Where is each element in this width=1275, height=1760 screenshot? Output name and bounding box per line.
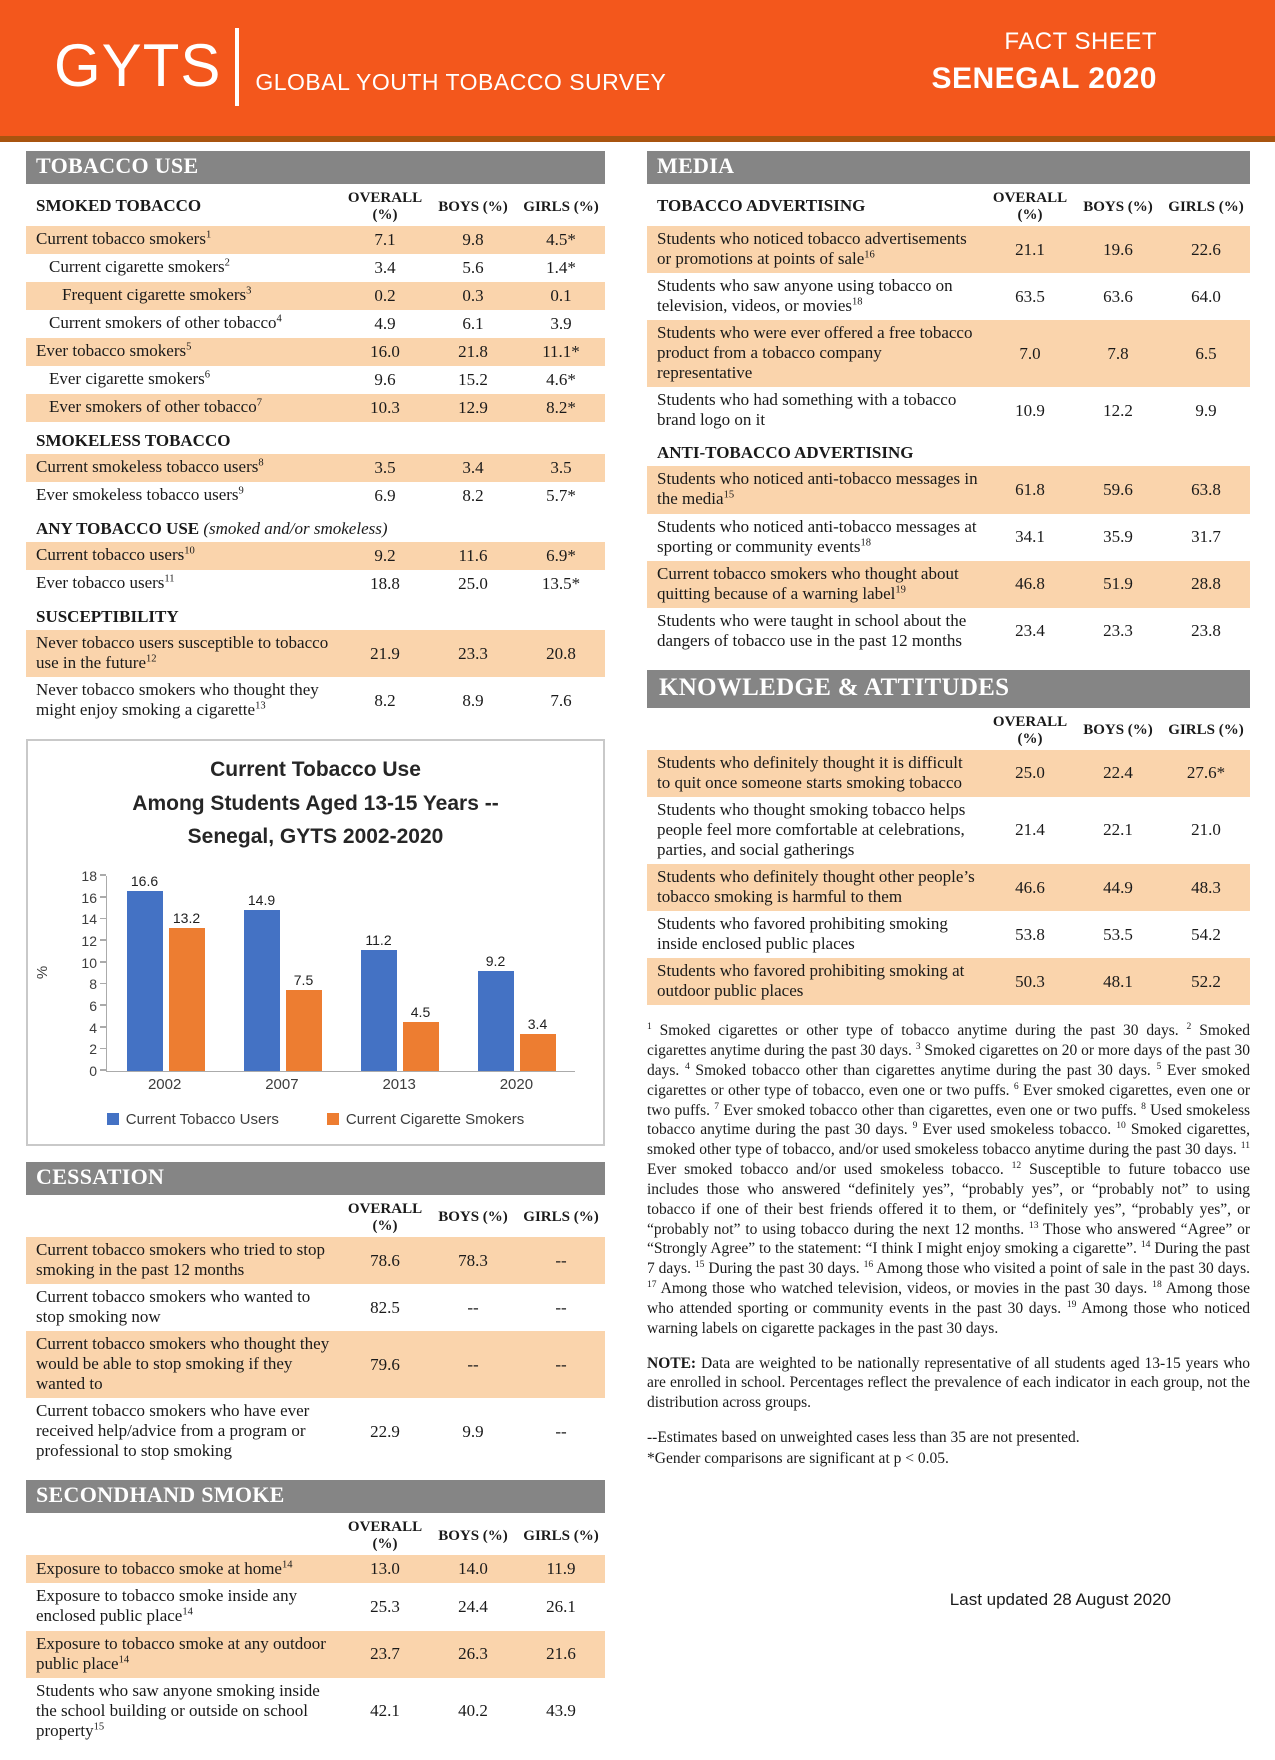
y-tick-mark xyxy=(100,1048,106,1050)
value-cell: 5.6 xyxy=(462,258,484,277)
chart-bar xyxy=(520,1034,556,1071)
value-cell: 63.6 xyxy=(1103,286,1133,306)
value-cell: 8.2 xyxy=(374,690,396,710)
value-cell: 63.8 xyxy=(1191,479,1221,499)
bar-value-label: 4.5 xyxy=(410,1004,431,1021)
y-tick-label: 4 xyxy=(89,1019,97,1036)
last-updated: Last updated 28 August 2020 xyxy=(949,1590,1171,1609)
table-row xyxy=(647,387,1250,434)
value-cell: 53.5 xyxy=(1103,924,1133,944)
section-title: KNOWLEDGE & ATTITUDES xyxy=(647,670,1250,708)
value-cell: 15.2 xyxy=(458,370,488,389)
bar-value-label: 13.2 xyxy=(172,909,201,926)
row-label: Ever smokers of other tobacco$^7$ xyxy=(49,397,262,417)
table-row xyxy=(26,1555,605,1583)
value-cell: 9.9 xyxy=(462,1421,484,1441)
y-tick-label: 6 xyxy=(89,997,97,1014)
row-label: Exposure to tobacco smoke at any outdoor public place$^{14}$ xyxy=(36,1633,326,1673)
bar-value-label: 16.6 xyxy=(130,873,159,890)
value-cell: 23.7 xyxy=(370,1644,400,1664)
column-header: GIRLS (%) xyxy=(523,1527,599,1544)
row-label: Students who noticed tobacco advertisements or promotions at points of sale$^{16}$ xyxy=(657,229,967,269)
value-cell: 21.6 xyxy=(546,1644,576,1664)
y-tick-mark xyxy=(100,1004,106,1006)
section-title: TOBACCO USE xyxy=(26,151,605,184)
row-label: Exposure to tobacco smoke at home$^{14}$ xyxy=(36,1558,293,1578)
table-column-header-row xyxy=(647,708,1250,750)
x-axis-tick-label: 2013 xyxy=(382,1075,416,1093)
value-cell: 13.5* xyxy=(541,574,581,593)
section-knowledge-attitudes xyxy=(647,670,1250,1006)
value-cell: 27.6* xyxy=(1186,763,1226,783)
value-cell: 9.6 xyxy=(374,370,396,389)
table-row xyxy=(26,1583,605,1630)
table-row xyxy=(26,1331,605,1398)
row-label: Ever tobacco smokers$^5$ xyxy=(36,341,192,361)
x-axis-tick-label: 2020 xyxy=(499,1075,534,1093)
value-cell: 12.9 xyxy=(458,398,488,417)
content xyxy=(26,151,1250,1760)
bar-current-cigarette-smokers xyxy=(520,1016,556,1071)
value-cell: 43.9 xyxy=(546,1701,576,1721)
table-row xyxy=(647,514,1250,561)
bar-value-label: 11.2 xyxy=(365,931,392,948)
table-subheader xyxy=(647,729,986,732)
y-axis-label: % xyxy=(34,965,52,980)
value-cell: 24.4 xyxy=(458,1596,488,1616)
table-row xyxy=(647,466,1250,513)
value-cell: 4.9 xyxy=(374,314,396,333)
chart-bar xyxy=(403,1022,439,1071)
table-row xyxy=(26,1284,605,1331)
table-row xyxy=(26,394,605,422)
value-cell: -- xyxy=(555,1421,567,1441)
x-axis-tick-label: 2002 xyxy=(147,1075,182,1093)
estimates-note: --Estimates based on unweighted cases less than 35 are not presented. xyxy=(647,1429,1080,1447)
right-column xyxy=(647,151,1250,1760)
y-tick-label: 18 xyxy=(81,867,97,884)
row-label: Never tobacco smokers who thought they might enjoy smoking a cigarette$^{13}$ xyxy=(36,680,319,720)
chart-legend xyxy=(28,1111,603,1128)
value-cell: 25.3 xyxy=(370,1596,400,1616)
row-label: Students who were ever offered a free tobacco product from a tobacco company representative xyxy=(657,323,973,383)
row-label: Students who definitely thought it is difficult to quit once someone starts smoking tobacco xyxy=(657,752,963,792)
value-cell: 22.4 xyxy=(1103,763,1133,783)
chart-title-line: Senegal, GYTS 2002-2020 xyxy=(187,825,444,849)
gyts-logo-text: GYTS xyxy=(54,32,222,99)
value-cell: -- xyxy=(555,1250,567,1270)
value-cell: -- xyxy=(467,1297,479,1317)
value-cell: 6.1 xyxy=(462,314,484,333)
page-title: SENEGAL 2020 xyxy=(931,62,1157,95)
value-cell: 11.1* xyxy=(542,342,580,361)
value-cell: 61.8 xyxy=(1015,479,1045,499)
value-cell: 44.9 xyxy=(1103,877,1133,897)
y-tick-label: 10 xyxy=(81,954,97,971)
row-label: Students who favored prohibiting smoking at outdoor public places xyxy=(657,961,965,1001)
chart-bar xyxy=(169,928,205,1071)
legend-item: Current Cigarette Smokers xyxy=(327,1111,524,1128)
column-header: GIRLS (%) xyxy=(1168,722,1244,739)
table-row xyxy=(647,273,1250,320)
table-row xyxy=(647,864,1250,911)
gyts-logo xyxy=(54,26,666,106)
chart-bar xyxy=(361,950,397,1071)
value-cell: 3.5 xyxy=(374,458,396,477)
value-cell: 82.5 xyxy=(370,1297,400,1317)
table-row xyxy=(26,454,605,482)
value-cell: 7.1 xyxy=(374,230,396,249)
value-cell: 52.2 xyxy=(1191,971,1221,991)
y-tick-label: 2 xyxy=(89,1041,97,1058)
value-cell: 3.5 xyxy=(550,458,572,477)
section-secondhand-smoke xyxy=(26,1480,605,1744)
value-cell: 18.8 xyxy=(370,574,400,593)
section-media xyxy=(647,151,1250,655)
row-label: Students who were taught in school about the dangers of tobacco use in the past 12 months xyxy=(657,610,967,650)
value-cell: -- xyxy=(467,1354,479,1374)
x-axis-tick-label: 2007 xyxy=(265,1075,299,1093)
value-cell: 0.1 xyxy=(550,286,572,305)
table-row xyxy=(647,226,1250,273)
bar-group xyxy=(458,876,575,1071)
table-column-header-row xyxy=(26,1513,605,1555)
value-cell: 8.9 xyxy=(462,690,484,710)
value-cell: 23.4 xyxy=(1015,621,1045,641)
value-cell: 4.6* xyxy=(546,370,576,389)
value-cell: 10.3 xyxy=(370,398,400,417)
table-row xyxy=(647,561,1250,608)
value-cell: 3.9 xyxy=(550,314,572,333)
value-cell: 7.6 xyxy=(550,690,572,710)
value-cell: 78.3 xyxy=(458,1250,488,1270)
table-row xyxy=(647,958,1250,1005)
table-row xyxy=(647,608,1250,655)
value-cell: -- xyxy=(555,1297,567,1317)
value-cell: 59.6 xyxy=(1103,479,1133,499)
chart-title xyxy=(28,753,603,854)
row-label: Students who noticed anti-tobacco messages in the media$^{15}$ xyxy=(657,469,978,509)
y-tick-label: 8 xyxy=(89,976,97,993)
row-label: Students who definitely thought other people’s tobacco smoking is harmful to them xyxy=(657,867,975,907)
column-header: OVERALL (%) xyxy=(347,1519,423,1553)
doc-type-label: FACT SHEET xyxy=(1004,28,1157,55)
value-cell: 46.8 xyxy=(1015,574,1045,594)
value-cell: 28.8 xyxy=(1191,574,1221,594)
value-cell: 48.3 xyxy=(1191,877,1221,897)
gyts-logo-subtitle: GLOBAL YOUTH TOBACCO SURVEY xyxy=(255,69,667,95)
knowledge-attitudes-table xyxy=(647,708,1250,1006)
table-row xyxy=(647,911,1250,958)
table-row xyxy=(26,1631,605,1678)
note-paragraph xyxy=(647,1354,1250,1413)
value-cell: 8.2* xyxy=(546,398,576,417)
value-cell: 1.4* xyxy=(546,258,576,277)
column-header: OVERALL (%) xyxy=(347,1200,423,1234)
bar-current-cigarette-smokers xyxy=(169,910,205,1071)
row-label: Never tobacco users susceptible to tobacco use in the future$^{12}$ xyxy=(36,633,329,673)
value-cell: 21.4 xyxy=(1015,820,1045,840)
value-cell: 42.1 xyxy=(370,1701,400,1721)
column-header: BOYS (%) xyxy=(438,1527,508,1544)
value-cell: 63.5 xyxy=(1015,286,1045,306)
legend-swatch xyxy=(327,1113,339,1125)
tobacco-use-chart xyxy=(26,739,605,1146)
table-row xyxy=(26,226,605,254)
table-subheader: ANY TOBACCO USE (smoked and/or smokeless) xyxy=(36,519,388,538)
value-cell: 26.3 xyxy=(458,1644,488,1664)
y-tick-mark xyxy=(100,896,106,898)
row-label: Current tobacco smokers$^1$ xyxy=(36,229,212,249)
value-cell: 54.2 xyxy=(1191,924,1221,944)
y-tick-mark xyxy=(100,1026,106,1028)
column-header: GIRLS (%) xyxy=(1168,198,1244,215)
value-cell: 22.1 xyxy=(1103,820,1133,840)
value-cell: 53.8 xyxy=(1015,924,1045,944)
row-label: Students who favored prohibiting smoking inside enclosed public places xyxy=(657,914,948,954)
table-row xyxy=(26,677,605,724)
bar-value-label: 3.4 xyxy=(527,1016,548,1033)
value-cell: 9.2 xyxy=(374,546,396,565)
table-row xyxy=(26,1237,605,1284)
row-label: Students who saw anyone smoking inside the school building or outside on school property$^{15}$ xyxy=(36,1680,320,1740)
value-cell: 21.1 xyxy=(1015,239,1045,259)
y-tick-mark xyxy=(100,918,106,920)
row-label: Students who had something with a tobacco brand logo on it xyxy=(657,390,957,430)
y-tick-mark xyxy=(100,961,106,963)
table-row xyxy=(26,1678,605,1745)
value-cell: 11.9 xyxy=(546,1559,576,1579)
table-subheader: TOBACCO ADVERTISING xyxy=(657,196,866,216)
value-cell: 4.5* xyxy=(546,230,576,249)
column-header: OVERALL (%) xyxy=(992,713,1068,747)
column-header: GIRLS (%) xyxy=(523,1209,599,1226)
bar-value-label: 9.2 xyxy=(485,953,506,970)
table-row xyxy=(26,366,605,394)
value-cell: 9.9 xyxy=(1195,400,1217,420)
table-column-header-row xyxy=(26,184,605,226)
table-subheader xyxy=(26,1216,341,1219)
chart-title-line: Among Students Aged 13-15 Years -- xyxy=(132,791,499,815)
section-title: MEDIA xyxy=(647,151,1250,184)
value-cell: 64.0 xyxy=(1191,286,1221,306)
y-tick-label: 12 xyxy=(81,932,97,949)
value-cell: 21.9 xyxy=(370,643,400,663)
bar-group xyxy=(224,876,341,1071)
value-cell: 26.1 xyxy=(546,1596,576,1616)
y-tick-mark xyxy=(100,874,106,876)
x-axis-labels xyxy=(106,1076,575,1093)
y-tick-label: 14 xyxy=(81,911,97,928)
bar-current-cigarette-smokers xyxy=(403,1004,439,1071)
column-header: OVERALL (%) xyxy=(992,190,1068,223)
value-cell: 21.8 xyxy=(458,342,488,361)
table-column-header-row xyxy=(647,184,1250,226)
table-row xyxy=(26,254,605,282)
row-label: Current smokers of other tobacco$^4$ xyxy=(49,313,282,333)
value-cell: 8.2 xyxy=(462,486,484,505)
y-tick-label: 0 xyxy=(89,1062,97,1079)
value-cell: 79.6 xyxy=(370,1354,400,1374)
value-cell: 78.6 xyxy=(370,1250,400,1270)
legend-item: Current Tobacco Users xyxy=(107,1111,279,1128)
table-row xyxy=(647,797,1250,864)
row-label: Current tobacco smokers who thought about quitting because of a warning label$^{19}$ xyxy=(657,563,959,603)
row-label: Current tobacco users$^{10}$ xyxy=(36,545,195,565)
table-row xyxy=(647,320,1250,387)
media-table xyxy=(647,184,1250,655)
value-cell: 25.0 xyxy=(458,574,488,593)
value-cell: 16.0 xyxy=(370,342,400,361)
value-cell: 22.6 xyxy=(1191,239,1221,259)
row-label: Frequent cigarette smokers$^3$ xyxy=(62,285,252,305)
section-title: SECONDHAND SMOKE xyxy=(26,1480,605,1513)
table-row xyxy=(26,338,605,366)
value-cell: 11.6 xyxy=(458,546,488,565)
table-row xyxy=(26,630,605,677)
value-cell: 12.2 xyxy=(1103,400,1133,420)
row-label: Current tobacco smokers who wanted to stop smoking now xyxy=(36,1287,311,1327)
bar-group xyxy=(341,876,458,1071)
row-label: Ever smokeless tobacco users$^9$ xyxy=(36,485,244,505)
column-header: BOYS (%) xyxy=(438,1209,508,1226)
value-cell: 40.2 xyxy=(458,1701,488,1721)
row-label: Students who thought smoking tobacco helps people feel more comfortable at celebrations, parties, and social gatherings xyxy=(657,799,966,859)
chart-plot xyxy=(81,867,575,1079)
gender-note: *Gender comparisons are significant at p < 0.05. xyxy=(647,1449,949,1467)
bar-current-tobacco-users xyxy=(478,953,514,1071)
value-cell: -- xyxy=(555,1354,567,1374)
secondhand-smoke-table xyxy=(26,1513,605,1744)
row-label: Current cigarette smokers$^2$ xyxy=(49,257,230,277)
value-cell: 21.0 xyxy=(1191,820,1221,840)
value-cell: 10.9 xyxy=(1015,400,1045,420)
value-cell: 31.7 xyxy=(1191,527,1221,547)
y-tick-mark xyxy=(100,983,106,985)
row-label: Current tobacco smokers who thought they would be able to stop smoking if they wanted to xyxy=(36,1334,330,1394)
value-cell: 19.6 xyxy=(1103,239,1133,259)
row-label: Students who saw anyone using tobacco on television, videos, or movies$^{18}$ xyxy=(657,276,953,316)
bar-value-label: 14.9 xyxy=(247,891,276,908)
value-cell: 25.0 xyxy=(1015,763,1045,783)
bar-current-tobacco-users xyxy=(361,932,397,1071)
value-cell: 6.9 xyxy=(374,486,396,505)
value-cell: 46.6 xyxy=(1015,877,1045,897)
value-cell: 3.4 xyxy=(374,258,396,277)
chart-plot-area xyxy=(34,867,575,1079)
value-cell: 34.1 xyxy=(1015,527,1045,547)
value-cell: 6.5 xyxy=(1195,343,1217,363)
row-label: Current tobacco smokers who have ever received help/advice from a program or professional to stop smoking xyxy=(36,1401,310,1461)
section-cessation xyxy=(26,1162,605,1465)
row-label: Students who noticed anti-tobacco messages at sporting or community events$^{18}$ xyxy=(657,516,977,556)
table-row xyxy=(26,482,605,510)
value-cell: 7.0 xyxy=(1019,343,1041,363)
cessation-table xyxy=(26,1195,605,1465)
value-cell: 23.3 xyxy=(1103,621,1133,641)
value-cell: 9.8 xyxy=(462,230,484,249)
page-header xyxy=(0,0,1275,142)
value-cell: 23.8 xyxy=(1191,621,1221,641)
table-subheader xyxy=(26,1535,341,1538)
row-label: Current smokeless tobacco users$^8$ xyxy=(36,457,264,477)
table-row xyxy=(26,310,605,338)
row-label: Current tobacco smokers who tried to stop smoking in the past 12 months xyxy=(36,1239,325,1280)
table-row xyxy=(647,750,1250,797)
value-cell: 48.1 xyxy=(1103,971,1133,991)
value-cell: 7.8 xyxy=(1107,343,1129,363)
value-cell: 3.4 xyxy=(462,458,484,477)
column-header: BOYS (%) xyxy=(438,198,508,215)
value-cell: 13.0 xyxy=(370,1559,400,1579)
table-subheader: SMOKED TOBACCO xyxy=(36,196,202,216)
value-cell: 0.3 xyxy=(462,286,484,305)
chart-bar xyxy=(127,891,163,1071)
bar-current-tobacco-users xyxy=(244,892,280,1071)
value-cell: 14.0 xyxy=(458,1559,488,1579)
table-subheader: SUSCEPTIBILITY xyxy=(36,607,179,626)
bar-group xyxy=(107,873,224,1071)
y-tick-mark xyxy=(100,1069,106,1071)
note-text: Data are weighted to be nationally representative of all students aged 13-15 years who are enrolled in school. Percentages reflect the prevalence of each indicator in each group, not the distribution across groups. xyxy=(647,1354,1250,1412)
value-cell: 35.9 xyxy=(1103,527,1133,547)
value-cell: 0.2 xyxy=(374,286,396,305)
table-row xyxy=(26,542,605,570)
value-cell: 5.7* xyxy=(546,486,576,505)
column-header: BOYS (%) xyxy=(1083,198,1153,215)
chart-bar xyxy=(286,990,322,1071)
row-label: Ever cigarette smokers$^6$ xyxy=(49,369,211,389)
chart-title-line: Current Tobacco Use xyxy=(210,758,421,782)
row-label: Exposure to tobacco smoke inside any enclosed public place$^{14}$ xyxy=(36,1586,298,1626)
note-label: NOTE: xyxy=(647,1354,697,1372)
column-header: GIRLS (%) xyxy=(523,198,599,215)
table-row xyxy=(26,1398,605,1465)
table-row xyxy=(26,570,605,598)
left-column xyxy=(26,151,605,1760)
table-subheader: SMOKELESS TOBACCO xyxy=(36,431,231,450)
table-row xyxy=(26,282,605,310)
logo-divider xyxy=(235,28,239,106)
bar-current-tobacco-users xyxy=(127,873,163,1071)
table-column-header-row xyxy=(26,1195,605,1237)
chart-bar xyxy=(478,971,514,1071)
value-cell: 6.9* xyxy=(546,546,576,565)
y-tick-mark xyxy=(100,939,106,941)
section-title: CESSATION xyxy=(26,1162,605,1195)
row-label: Ever tobacco users$^{11}$ xyxy=(36,573,175,593)
value-cell: 23.3 xyxy=(458,643,488,663)
table-subheader: ANTI-TOBACCO ADVERTISING xyxy=(657,443,914,463)
value-cell: 51.9 xyxy=(1103,574,1133,594)
value-cell: 22.9 xyxy=(370,1421,400,1441)
y-tick-label: 16 xyxy=(81,889,97,906)
header-right xyxy=(931,28,1157,96)
column-header: BOYS (%) xyxy=(1083,722,1153,739)
footnotes: $^1$ Smoked cigarettes or other type of tobacco anytime during the past 30 days. $^2$ Smoked cigarettes anytime during the past 30 days. $^3$ Smoked cigarettes on 20 or more days of the past 30 days. $^4$ Smoked tobacco other than cigarettes anytime during the past 30 days. $^5$ Ever smoked cigarettes or other type of tobacco, even one or two puffs. $^6$ Ever smoked cigarettes, even one or two puffs. $^7$ Ever smoked tobacco other than cigarettes, even one or two puffs. $^8$ Used smokeless tobacco anytime during the past 30 days. $^9$ Ever used smokeless tobacco. $^{10}$ Smoked cigarettes, smoked other type of tobacco, and/or used smokeless tobacco anytime during the past 30 days. $^{11}$ Ever smoked tobacco and/or used smokeless tobacco. $^{12}$ Susceptible to future tobacco use includes those who answered “definitely yes”, “probably yes”, or “probably not” to using tobacco if one of their best friends offered it to them, or “definitely yes”, “probably yes”, or “probably not” to using tobacco during the next 12 months. $^{13}$ Those who answered “Agree” or “Strongly Agree” to the statement: “I think I might enjoy smoking a cigarette”. $^{14}$ During the past 7 days. $^{15}$ During the past 30 days. $^{16}$ Among those who visited a point of sale in the past 30 days. $^{17}$ Among those who watched television, videos, or movies in the past 30 days. $^{18}$ Among those who attended sporting or community events in the past 30 days. $^{19}$ Among those who noticed warning labels on cigarette packages in the past 30 days. xyxy=(647,1021,1251,1337)
chart-bar xyxy=(244,910,280,1071)
section-tobacco-use xyxy=(26,151,605,724)
bottom-notes xyxy=(647,1428,1250,1470)
tobacco-use-table xyxy=(26,184,605,724)
bar-value-label: 7.5 xyxy=(293,971,314,988)
column-header: OVERALL (%) xyxy=(347,190,423,223)
value-cell: 50.3 xyxy=(1015,971,1045,991)
bar-current-cigarette-smokers xyxy=(286,972,322,1071)
value-cell: 20.8 xyxy=(546,643,576,663)
legend-swatch xyxy=(107,1113,119,1125)
